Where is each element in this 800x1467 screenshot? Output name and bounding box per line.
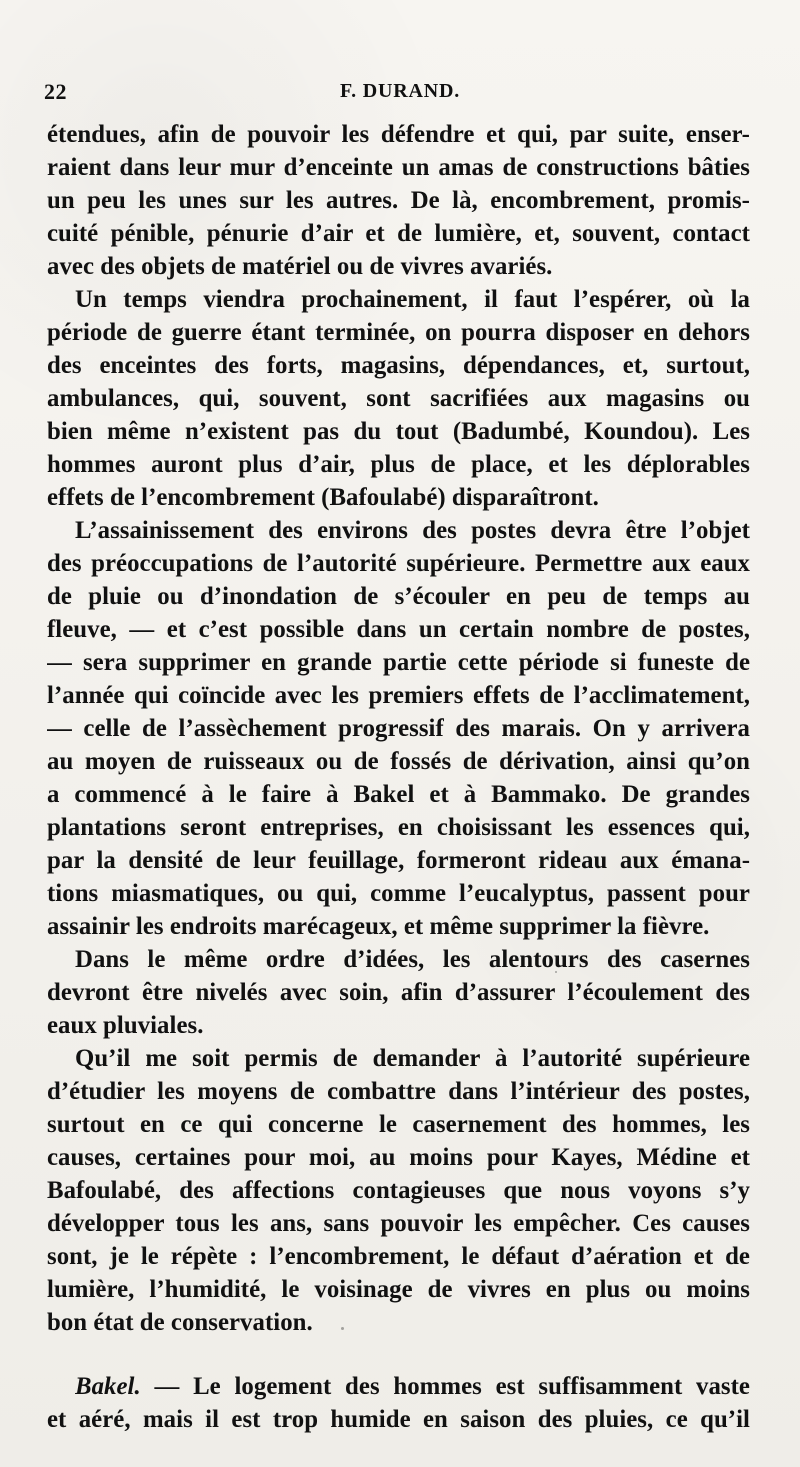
text-line: surtout en ce qui concerne le casernement des hommes, les bbox=[47, 1111, 750, 1138]
text-line: Dans le même ordre d’idées, les alentours des casernes bbox=[75, 946, 750, 973]
text-line: ambulances, qui, souvent, sont sacrifiées aux magasins ou bbox=[47, 385, 750, 412]
text-line: cuité pénible, pénurie d’air et de lumière, et, souvent, contact bbox=[47, 220, 750, 247]
body-text bbox=[47, 118, 750, 1433]
running-head: F. DURAND. bbox=[340, 80, 461, 102]
text-line: causes, certaines pour moi, au moins pour Kayes, Médine et bbox=[47, 1144, 750, 1171]
text-line: a commencé à le faire à Bakel et à Bammako. De grandes bbox=[47, 781, 750, 808]
text-line: fleuve, — et c’est possible dans un certain nombre de postes, bbox=[47, 616, 750, 643]
text-line: — celle de l’assèchement progressif des marais. On y arrivera bbox=[47, 715, 750, 742]
text-line: au moyen de ruisseaux ou de fossés de dérivation, ainsi qu’on bbox=[47, 748, 750, 775]
text-line: sont, je le répète : l’encombrement, le défaut d’aération et de bbox=[47, 1243, 750, 1270]
text-line: l’année qui coïncide avec les premiers effets de l’acclimatement, bbox=[47, 682, 750, 709]
text-line: des préoccupations de l’autorité supérieure. Permettre aux eaux bbox=[47, 550, 750, 577]
print-speck bbox=[555, 971, 557, 973]
bakel-heading: Bakel. bbox=[75, 1373, 141, 1400]
text-line: effets de l’encombrement (Bafoulabé) disparaîtront. bbox=[47, 484, 599, 511]
text-line: Bafoulabé, des affections contagieuses que nous voyons s’y bbox=[47, 1177, 750, 1204]
bakel-first-line-text: — Le logement des hommes est suffisamment vaste bbox=[140, 1373, 750, 1400]
text-line: avec des objets de matériel ou de vivres avariés. bbox=[47, 253, 553, 280]
text-line: plantations seront entreprises, en choisissant les essences qui, bbox=[47, 814, 750, 841]
text-line: par la densité de leur feuillage, formeront rideau aux émana- bbox=[47, 847, 750, 874]
print-speck bbox=[341, 1327, 344, 1330]
text-line: étendues, afin de pouvoir les défendre et qui, par suite, enser- bbox=[47, 121, 750, 148]
text-line: eaux pluviales. bbox=[47, 1012, 204, 1039]
text-line: Un temps viendra prochainement, il faut l’espérer, où la bbox=[75, 286, 750, 313]
bakel-second-line: et aéré, mais il est trop humide en saison des pluies, ce qu’il bbox=[47, 1406, 750, 1433]
text-line: d’étudier les moyens de combattre dans l’intérieur des postes, bbox=[47, 1078, 750, 1105]
text-line: de pluie ou d’inondation de s’écouler en peu de temps au bbox=[47, 583, 750, 610]
text-line: raient dans leur mur d’enceinte un amas de constructions bâties bbox=[47, 154, 750, 181]
text-line: hommes auront plus d’air, plus de place, et les déplorables bbox=[47, 451, 750, 478]
page-header bbox=[44, 79, 756, 105]
text-line: un peu les unes sur les autres. De là, encombrement, promis- bbox=[47, 187, 750, 214]
text-line: bien même n’existent pas du tout (Badumbé, Koundou). Les bbox=[47, 418, 750, 445]
text-line: développer tous les ans, sans pouvoir les empêcher. Ces causes bbox=[47, 1210, 750, 1237]
text-line: devront être nivelés avec soin, afin d’assurer l’écoulement des bbox=[47, 979, 750, 1006]
text-line: Qu’il me soit permis de demander à l’autorité supérieure bbox=[75, 1045, 750, 1072]
page-number: 22 bbox=[44, 79, 67, 104]
bakel-first-line bbox=[75, 1370, 750, 1403]
text-line: L’assainissement des environs des postes devra être l’objet bbox=[75, 517, 750, 544]
text-line: tions miasmatiques, ou qui, comme l’eucalyptus, passent pour bbox=[47, 880, 750, 907]
text-line: — sera supprimer en grande partie cette période si funeste de bbox=[47, 649, 750, 676]
text-line: période de guerre étant terminée, on pourra disposer en dehors bbox=[47, 319, 750, 346]
text-line: assainir les endroits marécageux, et même supprimer la fièvre. bbox=[47, 913, 710, 940]
text-line: des enceintes des forts, magasins, dépendances, et, surtout, bbox=[47, 352, 750, 379]
text-line: bon état de conservation. bbox=[47, 1309, 313, 1336]
text-line: lumière, l’humidité, le voisinage de vivres en plus ou moins bbox=[47, 1276, 750, 1303]
